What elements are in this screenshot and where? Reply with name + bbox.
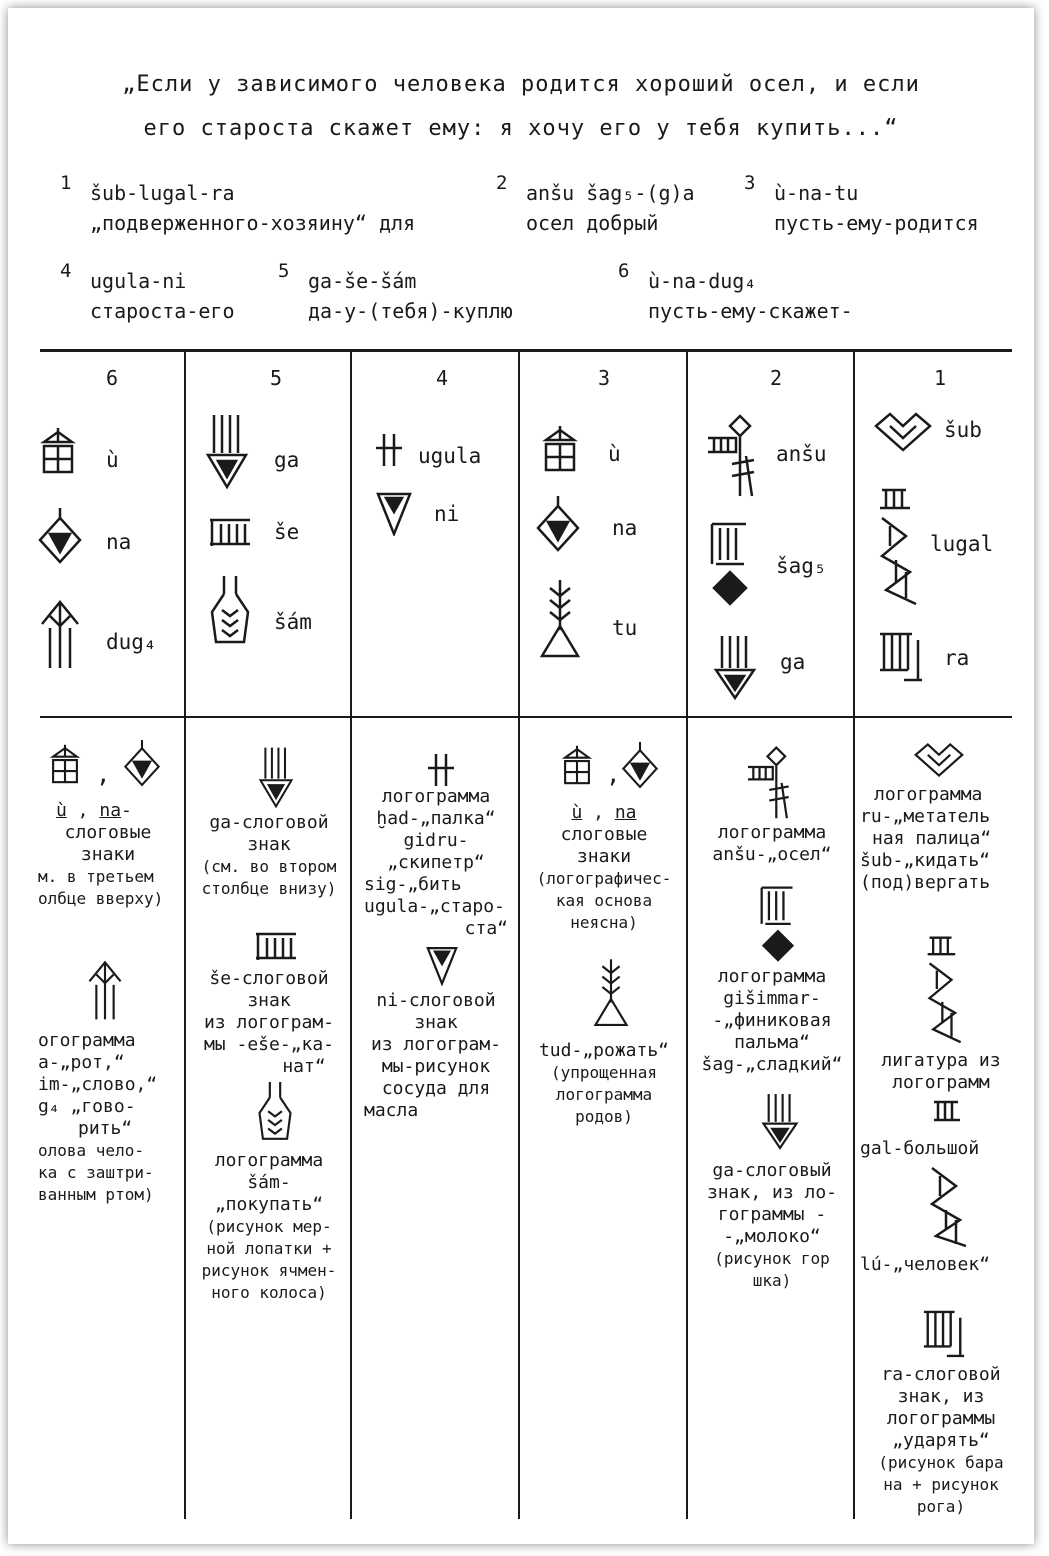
cuneiform-sign-ansu-small-icon — [746, 744, 796, 820]
desc-line: ка с заштри- — [38, 1163, 154, 1182]
sign-label: šub — [944, 418, 982, 442]
desc-line: родов) — [575, 1107, 633, 1126]
desc-col1-ra — [860, 1364, 1022, 1518]
sign-label: ga — [274, 448, 300, 472]
column-number: 2 — [769, 366, 783, 390]
sign-label: tu — [612, 616, 638, 640]
column-divider — [686, 349, 688, 1519]
desc-line: (рисунок гор — [714, 1249, 830, 1268]
gloss-number: 2 — [496, 172, 508, 194]
cuneiform-sign-lugal-icon — [876, 486, 924, 606]
cuneiform-sign-u-icon — [540, 426, 580, 476]
desc-line: ra-слоговой — [881, 1364, 1001, 1385]
desc-line: ванным ртом) — [38, 1185, 154, 1204]
cuneiform-sign-na-icon — [536, 496, 580, 556]
desc-line: логограмма — [555, 1085, 653, 1104]
desc-line: (рисунок мер- — [206, 1217, 332, 1236]
cuneiform-sign-ra-small-icon — [922, 1308, 966, 1358]
column-number: 4 — [435, 366, 449, 390]
column-number: 1 — [933, 366, 947, 390]
desc-syllable: ù — [56, 800, 67, 821]
desc-line: ного колоса) — [211, 1283, 327, 1302]
separator-comma: , — [606, 760, 621, 788]
desc-line: ста“ — [464, 918, 508, 939]
cuneiform-sign-se-small-icon — [254, 930, 298, 962]
gloss-6 — [618, 260, 853, 326]
desc-col2-ansu — [690, 822, 854, 866]
desc-line: огограмма — [38, 1030, 136, 1051]
desc-line: знаки — [576, 846, 632, 867]
cuneiform-sign-dug-small-icon — [86, 958, 124, 1022]
cuneiform-sign-gal-icon — [932, 1098, 962, 1124]
desc-line: „ударять“ — [892, 1430, 990, 1451]
desc-line: ga-слоговый — [712, 1160, 832, 1181]
cuneiform-sign-ga-small-icon — [256, 746, 296, 808]
desc-line: знак, из — [897, 1386, 985, 1407]
desc-line: слоговые — [560, 824, 648, 845]
desc-line: логограмма — [874, 784, 983, 805]
cuneiform-sign-na-icon — [38, 508, 82, 568]
desc-col4-ni — [354, 990, 518, 1122]
desc-line: -„молоко“ — [723, 1226, 821, 1247]
gloss-transliteration: ù-na-dug₄ — [648, 269, 757, 293]
desc-line: gidru- — [403, 830, 469, 851]
sign-label: šag₅ — [776, 554, 827, 578]
gloss-transliteration: ga-še-šám — [308, 269, 417, 293]
sign-label: še — [274, 520, 300, 544]
gloss-number: 3 — [744, 172, 756, 194]
desc-col6-syllables: ù , na- слоговые знаки м. в третьем олбце вверху) — [38, 800, 178, 910]
gloss-2 — [496, 172, 695, 238]
column-divider — [184, 349, 186, 1519]
sign-label: šám — [274, 610, 312, 634]
desc-line: „скипетр“ — [387, 852, 485, 873]
gloss-number: 6 — [618, 260, 630, 282]
desc-line: мы-рисунок — [381, 1056, 491, 1077]
cuneiform-sign-se-icon — [208, 516, 252, 548]
desc-syllable: na — [99, 800, 122, 821]
column-number: 3 — [597, 366, 611, 390]
cuneiform-sign-sag-icon — [708, 520, 752, 606]
gloss-translation: староста-его — [90, 299, 235, 323]
gloss-transliteration: anšu šag₅-(g)a — [526, 181, 695, 205]
cuneiform-sign-sag-small-icon — [758, 884, 798, 962]
sign-label: lugal — [930, 532, 994, 556]
gloss-translation: пусть-ему-родится — [774, 211, 979, 235]
desc-line: ru-„метатель — [860, 806, 991, 827]
cuneiform-sign-ga-icon — [712, 634, 758, 700]
cuneiform-sign-u-small-icon — [48, 743, 82, 789]
desc-line: из логограм- — [370, 1034, 502, 1055]
desc-line: олбце вверху) — [38, 889, 164, 908]
desc-line: а-„рот,“ — [38, 1052, 125, 1073]
cuneiform-sign-ansu-icon — [706, 412, 762, 498]
desc-line: (рисунок бара — [878, 1453, 1004, 1472]
cuneiform-sign-lugal-small-icon — [924, 934, 968, 1044]
cuneiform-sign-ugula-small-icon — [426, 752, 456, 788]
cuneiform-sign-tu-icon — [538, 580, 582, 658]
desc-line: гограммы - — [717, 1204, 827, 1225]
document-page — [8, 8, 1034, 1544]
desc-col3-syllables: ù , na слоговые знаки (логографичес- кая основа неясна) — [520, 802, 688, 934]
desc-line: логограмм — [892, 1072, 990, 1093]
cuneiform-sign-sam-icon — [208, 576, 252, 648]
cuneiform-sign-sub-small-icon — [914, 742, 964, 778]
desc-line: логограмма — [717, 966, 827, 987]
desc-col1-sub — [856, 784, 1026, 894]
desc-line: ḫad-„палка“ — [376, 808, 496, 829]
cuneiform-sign-ugula-icon — [374, 432, 404, 468]
sentence-line-1: „Если у зависимого человека родится хороший осел, и если — [122, 72, 920, 97]
desc-col6-logogram — [38, 1030, 180, 1206]
gloss-translation: „подверженного-хозяину“ для — [90, 211, 416, 235]
desc-col1-gal: gal-большой — [860, 1138, 980, 1159]
desc-line: „покупать“ — [214, 1194, 324, 1215]
desc-line: рить“ — [78, 1118, 133, 1139]
desc-line: (упрощенная — [551, 1063, 657, 1082]
separator-comma: , — [96, 760, 111, 788]
desc-line: сосуда для — [381, 1078, 491, 1099]
desc-line: ga-слоговой — [209, 812, 329, 833]
sign-label: ni — [434, 502, 460, 526]
gloss-1 — [60, 172, 416, 238]
desc-line: слоговые — [64, 822, 152, 843]
cuneiform-sign-ni-icon — [376, 490, 412, 536]
cuneiform-sign-sam-small-icon — [256, 1082, 294, 1144]
desc-line: знак — [247, 990, 291, 1011]
desc-line: пальма“ — [734, 1032, 810, 1053]
desc-line: ная палица“ — [872, 828, 992, 849]
desc-line: олова чело- — [38, 1141, 144, 1160]
desc-line: anšu-„осел“ — [712, 844, 832, 865]
cuneiform-sign-ni-small-icon — [426, 944, 458, 986]
desc-line: šub-„кидать“ — [860, 850, 991, 871]
gloss-transliteration: šub-lugal-ra — [90, 181, 235, 205]
desc-line: sig-„бить — [364, 874, 462, 895]
desc-line: знак — [247, 834, 291, 855]
gloss-translation: осел добрый — [526, 211, 659, 235]
desc-line: нат“ — [282, 1056, 326, 1077]
desc-line: м. в третьем — [38, 867, 154, 886]
gloss-number: 1 — [60, 172, 72, 194]
desc-line: gišimmar- — [723, 988, 821, 1009]
desc-line: из логограм- — [203, 1012, 335, 1033]
column-divider — [853, 349, 855, 1519]
gloss-transliteration: ugula-ni — [90, 269, 187, 293]
desc-line: на + рисунок — [883, 1475, 999, 1494]
desc-line: знак, из ло- — [706, 1182, 838, 1203]
desc-line: ni-слоговой — [376, 990, 496, 1011]
desc-line: -„финиковая — [712, 1010, 832, 1031]
sign-label: ga — [780, 650, 806, 674]
desc-line: šag-„сладкий“ — [701, 1054, 843, 1075]
sentence-line-2: его староста скажет ему: я хочу его у тебя купить...“ — [143, 116, 899, 141]
desc-line: столбце внизу) — [201, 879, 337, 898]
desc-col3-tud — [520, 1040, 688, 1128]
desc-line: мы -eše-„ка- — [203, 1034, 335, 1055]
desc-syllable: ù — [571, 802, 583, 823]
cuneiform-sign-sub-icon — [874, 412, 932, 452]
desc-line: še-слоговой — [209, 968, 329, 989]
desc-line: ugula-„старо- — [364, 896, 505, 917]
desc-col1-ligature — [860, 1050, 1022, 1094]
cuneiform-sign-tu-small-icon — [592, 958, 630, 1028]
desc-line: логограмма — [214, 1150, 324, 1171]
desc-line: логограмма — [381, 786, 491, 807]
sign-label: dug₄ — [106, 630, 157, 654]
desc-col5-sam — [188, 1150, 350, 1304]
desc-line: (см. во втором — [201, 857, 337, 876]
desc-col2-ga — [690, 1160, 854, 1292]
desc-col1-lu: lú-„человек“ — [860, 1254, 991, 1275]
desc-col4-ugula — [354, 786, 518, 940]
desc-line: неясна) — [570, 913, 638, 932]
desc-line: tud-„рожать“ — [538, 1040, 670, 1061]
desc-line: масла — [364, 1100, 419, 1121]
cuneiform-sign-na-small-icon — [620, 742, 660, 792]
desc-line: лигатура из — [881, 1050, 1001, 1071]
gloss-4 — [60, 260, 235, 326]
column-number: 6 — [105, 366, 119, 390]
column-divider — [350, 349, 352, 1519]
desc-line: знак — [414, 1012, 458, 1033]
gloss-transliteration: ù-na-tu — [774, 181, 859, 205]
desc-line: рисунок ячмен- — [201, 1261, 337, 1280]
gloss-translation: да-у-(тебя)-куплю — [308, 299, 513, 323]
gloss-5 — [278, 260, 513, 326]
desc-line: (логографичес- — [536, 869, 672, 888]
sign-label: na — [106, 530, 132, 554]
sign-label: ù — [106, 448, 119, 472]
desc-line: im-„слово,“ — [38, 1074, 158, 1095]
desc-line: рога) — [916, 1497, 966, 1516]
cuneiform-sign-dug-icon — [38, 598, 82, 670]
gloss-number: 5 — [278, 260, 290, 282]
sign-label: ugula — [418, 444, 482, 468]
column-number: 5 — [269, 366, 283, 390]
desc-line: (под)вергать — [860, 872, 991, 893]
cuneiform-sign-ga-small-icon — [760, 1092, 800, 1150]
cuneiform-sign-ra-icon — [878, 630, 924, 682]
gloss-translation: пусть-ему-скажет- — [648, 299, 853, 323]
desc-col2-sag — [690, 966, 854, 1076]
sign-label: na — [612, 516, 638, 540]
sign-label: ù — [608, 442, 621, 466]
sign-label: ra — [944, 646, 970, 670]
desc-line: g₄ „гово- — [38, 1096, 136, 1117]
column-divider — [518, 349, 520, 1519]
cuneiform-sign-na-small-icon — [122, 740, 162, 790]
cuneiform-sign-u-small-icon — [560, 744, 594, 790]
cuneiform-sign-ga-icon — [204, 413, 250, 489]
desc-line: кая основа — [555, 891, 653, 910]
desc-line: знаки — [80, 844, 136, 865]
desc-line: шка) — [752, 1271, 792, 1290]
gloss-3 — [744, 172, 979, 238]
desc-col5-se — [188, 968, 350, 1078]
desc-syllable: na — [614, 802, 637, 823]
sign-label: anšu — [776, 442, 827, 466]
cuneiform-sign-u-icon — [38, 428, 78, 478]
desc-line: šám- — [247, 1172, 291, 1193]
cuneiform-sign-lu-icon — [926, 1164, 970, 1248]
desc-line: логограммы — [886, 1408, 996, 1429]
desc-line: логограмма — [717, 822, 827, 843]
desc-line: ной лопатки + — [206, 1239, 332, 1258]
gloss-number: 4 — [60, 260, 72, 282]
desc-col5-ga — [188, 812, 350, 900]
